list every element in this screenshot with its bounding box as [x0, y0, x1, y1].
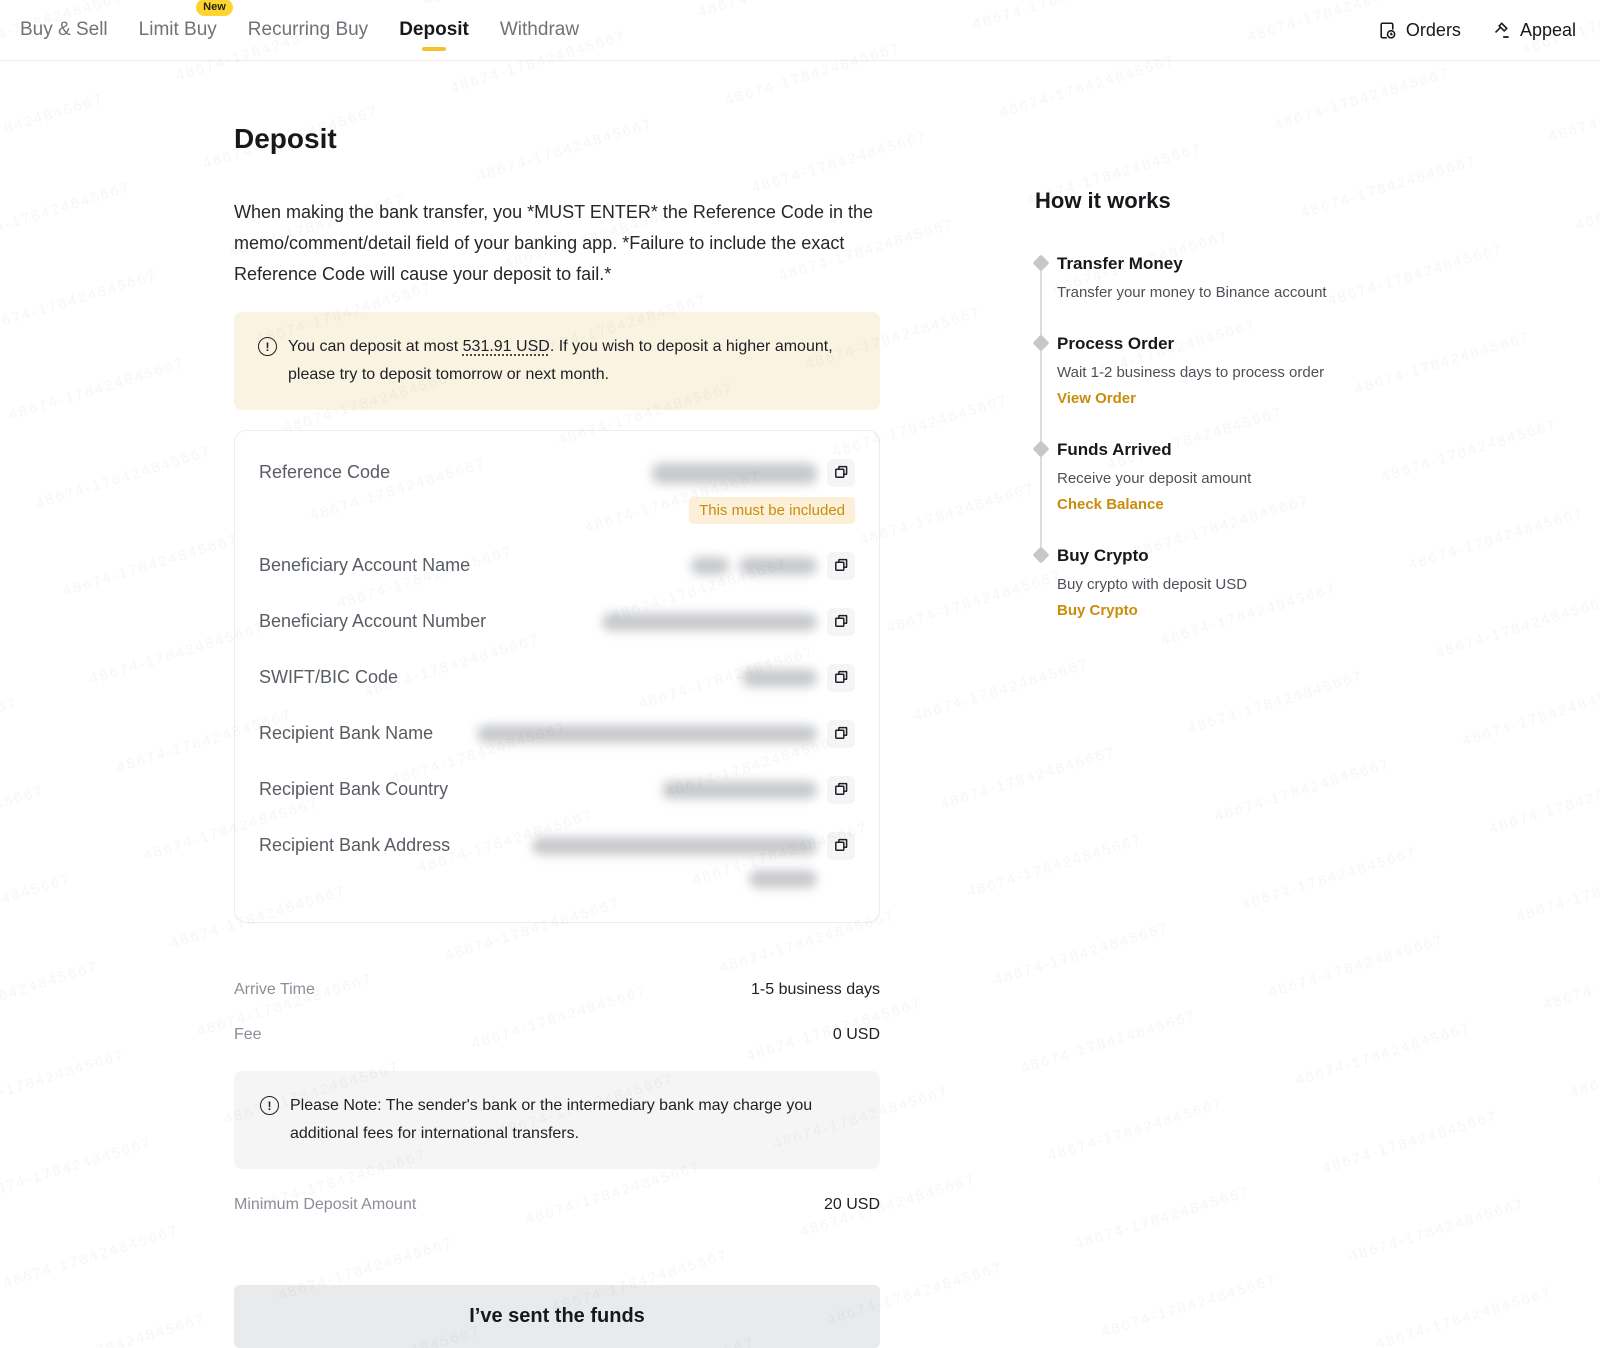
copy-button[interactable]	[827, 459, 855, 487]
step-title: Transfer Money	[1057, 254, 1183, 273]
redacted-value	[652, 463, 817, 484]
arrive-time-label: Arrive Time	[234, 981, 315, 998]
redacted-value	[532, 837, 817, 855]
deposit-instructions: When making the bank transfer, you *MUST ENTER* the Reference Code in the memo/comment/detail field of your banking app. *Failure to include the exact Reference Code will cause your deposit to fail.*	[234, 202, 873, 284]
step-title: Process Order	[1057, 334, 1175, 353]
tab-deposit[interactable]	[399, 1, 469, 59]
field-label: Reference Code	[259, 462, 391, 482]
field-label: SWIFT/BIC Code	[259, 667, 399, 687]
redacted-value	[739, 557, 817, 575]
deposit-limit-text	[288, 333, 856, 389]
step-funds-arrived	[1035, 440, 1415, 513]
copy-icon	[833, 464, 849, 483]
nav-actions	[1377, 20, 1576, 41]
deposit-summary	[234, 981, 880, 1214]
how-it-works-title: How it works	[1035, 188, 1171, 213]
bank-details-card	[234, 430, 880, 923]
field-recipient-bank-name	[259, 706, 855, 762]
minimum-deposit-label: Minimum Deposit Amount	[234, 1196, 417, 1213]
tab-limit-buy[interactable]	[138, 1, 226, 59]
step-buy-crypto	[1035, 546, 1415, 619]
copy-button[interactable]	[827, 776, 855, 804]
field-reference-code	[259, 445, 855, 538]
max-deposit-amount[interactable]: 531.91 USD	[462, 338, 550, 355]
field-beneficiary-account-number	[259, 594, 855, 650]
step-transfer-money	[1035, 254, 1415, 301]
copy-icon	[833, 781, 849, 800]
order-history-icon	[1377, 20, 1398, 41]
gavel-icon	[1491, 20, 1512, 41]
appeal-button[interactable]	[1491, 20, 1576, 41]
fee-value: 0 USD	[832, 1026, 880, 1043]
step-diamond-icon	[1033, 547, 1050, 564]
field-label: Beneficiary Account Number	[259, 611, 487, 631]
redacted-value	[662, 781, 817, 799]
copy-button[interactable]	[827, 608, 855, 636]
new-badge: New	[196, 0, 233, 16]
copy-button[interactable]	[827, 720, 855, 748]
how-it-works-panel	[1035, 61, 1415, 1348]
field-swift-bic-code	[259, 650, 855, 706]
field-label: Beneficiary Account Name	[259, 555, 471, 575]
minimum-deposit-value: 20 USD	[823, 1196, 880, 1213]
redacted-value	[749, 870, 817, 888]
step-diamond-icon	[1033, 441, 1050, 458]
step-title: Buy Crypto	[1057, 546, 1149, 565]
tab-deposit-label: Deposit	[399, 19, 469, 40]
field-label: Recipient Bank Country	[259, 779, 449, 799]
page-title: Deposit	[234, 123, 337, 154]
redacted-value	[691, 557, 729, 575]
must-include-badge: This must be included	[689, 497, 855, 524]
view-order-link[interactable]: View Order	[1057, 390, 1136, 407]
redacted-value	[742, 669, 817, 687]
deposit-panel	[234, 61, 880, 1348]
tab-recurring-buy[interactable]: Recurring Buy	[247, 19, 369, 40]
copy-icon	[833, 557, 849, 576]
arrive-time-row	[234, 981, 880, 999]
top-navigation	[0, 0, 1600, 61]
fees-note	[234, 1071, 880, 1169]
step-description: Wait 1-2 business days to process order	[1057, 364, 1325, 381]
fee-label: Fee	[234, 1026, 262, 1043]
copy-button[interactable]	[827, 832, 855, 860]
how-it-works-steps	[1035, 254, 1415, 619]
copy-button[interactable]	[827, 552, 855, 580]
field-label: Recipient Bank Address	[259, 835, 451, 855]
copy-icon	[833, 613, 849, 632]
step-diamond-icon	[1033, 255, 1050, 272]
deposit-limit-notice	[234, 312, 880, 410]
field-label: Recipient Bank Name	[259, 723, 434, 743]
alert-icon: !	[258, 337, 277, 356]
limit-text-prefix: You can deposit at most	[288, 338, 463, 355]
check-balance-link[interactable]: Check Balance	[1057, 496, 1164, 513]
redacted-value	[602, 613, 817, 631]
nav-tabs	[20, 1, 579, 59]
step-process-order	[1035, 334, 1415, 407]
step-title: Funds Arrived	[1057, 440, 1172, 459]
fees-note-text: Please Note: The sender's bank or the intermediary bank may charge you additional fees for international transfers.	[290, 1097, 813, 1142]
arrive-time-value: 1-5 business days	[751, 981, 880, 998]
copy-icon	[833, 725, 849, 744]
tab-buy-sell[interactable]: Buy & Sell	[20, 19, 108, 40]
page-content	[0, 61, 1600, 1348]
tab-withdraw[interactable]: Withdraw	[499, 19, 580, 40]
step-description: Buy crypto with deposit USD	[1057, 576, 1248, 593]
orders-button[interactable]	[1377, 20, 1461, 41]
step-diamond-icon	[1033, 335, 1050, 352]
fee-row	[234, 1026, 880, 1044]
tab-limit-buy-label: Limit Buy	[138, 19, 217, 40]
appeal-label: Appeal	[1519, 19, 1576, 40]
active-tab-indicator	[422, 47, 446, 51]
copy-icon	[833, 837, 849, 856]
copy-icon	[833, 669, 849, 688]
redacted-value	[477, 725, 817, 743]
alert-icon: !	[260, 1096, 279, 1115]
step-description: Transfer your money to Binance account	[1057, 284, 1327, 301]
copy-button[interactable]	[827, 664, 855, 692]
field-recipient-bank-address	[259, 818, 855, 902]
field-recipient-bank-country	[259, 762, 855, 818]
sent-funds-button[interactable]: I’ve sent the funds	[234, 1285, 880, 1348]
buy-crypto-link[interactable]: Buy Crypto	[1057, 602, 1138, 619]
field-beneficiary-account-name	[259, 538, 855, 594]
minimum-deposit-row	[234, 1196, 880, 1214]
limit-text-suffix: . If you wish to deposit a higher amount, please try to deposit tomorrow or next month.	[288, 338, 833, 383]
orders-label: Orders	[1405, 19, 1461, 40]
step-description: Receive your deposit amount	[1057, 470, 1252, 487]
